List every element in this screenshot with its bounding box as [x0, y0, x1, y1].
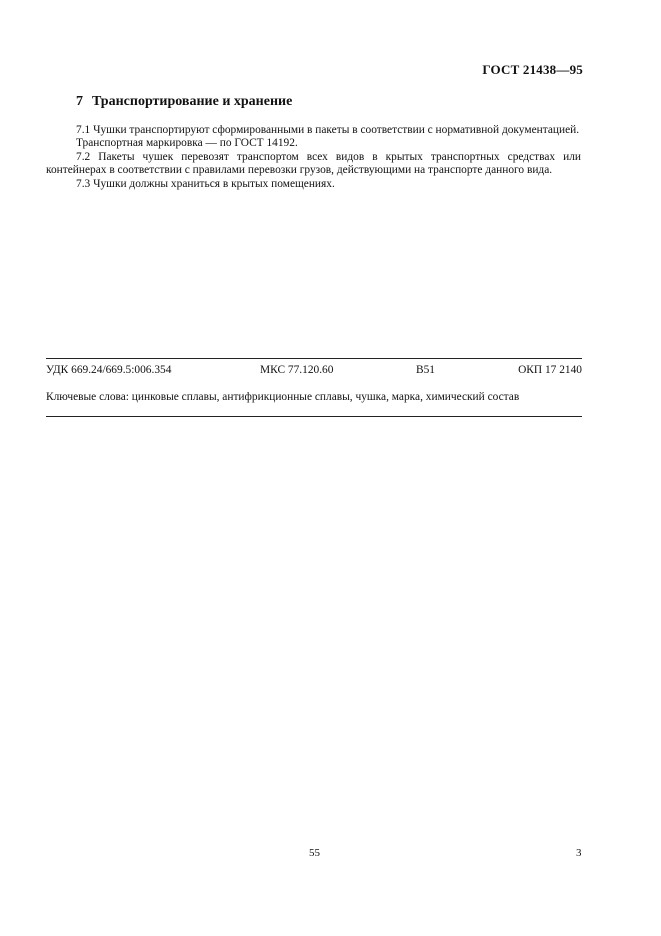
- paragraph-7-1: 7.1 Чушки транспортируют сформированными в пакеты в соответствии с нормативной документацией.: [76, 124, 580, 136]
- paragraph-marking: Транспортная маркировка — по ГОСТ 14192.: [76, 137, 298, 150]
- paragraph-7-2: 7.2 Пакеты чушек перевозят транспортом всех видов в крытых транспортных средствах или контейнерах в соответствии с правилами перевозки грузов, действующими на транспорте данного вида.: [46, 150, 581, 177]
- section-body: [46, 124, 581, 191]
- page-number-right: 3: [576, 847, 582, 859]
- okp-code: ОКП 17 2140: [518, 364, 582, 376]
- group-code: В51: [416, 364, 435, 376]
- section-title-text: Транспортирование и хранение: [92, 94, 293, 109]
- mks-code: МКС 77.120.60: [260, 364, 334, 376]
- divider-top: [46, 358, 582, 359]
- classification-row: [46, 364, 582, 380]
- page-number-center: 55: [309, 847, 320, 859]
- paragraph-7-3: 7.3 Чушки должны храниться в крытых помещениях.: [76, 177, 335, 190]
- divider-bottom: [46, 416, 582, 417]
- document-code: ГОСТ 21438—95: [482, 62, 583, 77]
- udk-code: УДК 669.24/669.5:006.354: [46, 364, 172, 376]
- section-number: 7: [76, 94, 83, 109]
- section-heading: [76, 94, 292, 110]
- keywords-line: Ключевые слова: цинковые сплавы, антифрикционные сплавы, чушка, марка, химический состав: [46, 391, 520, 403]
